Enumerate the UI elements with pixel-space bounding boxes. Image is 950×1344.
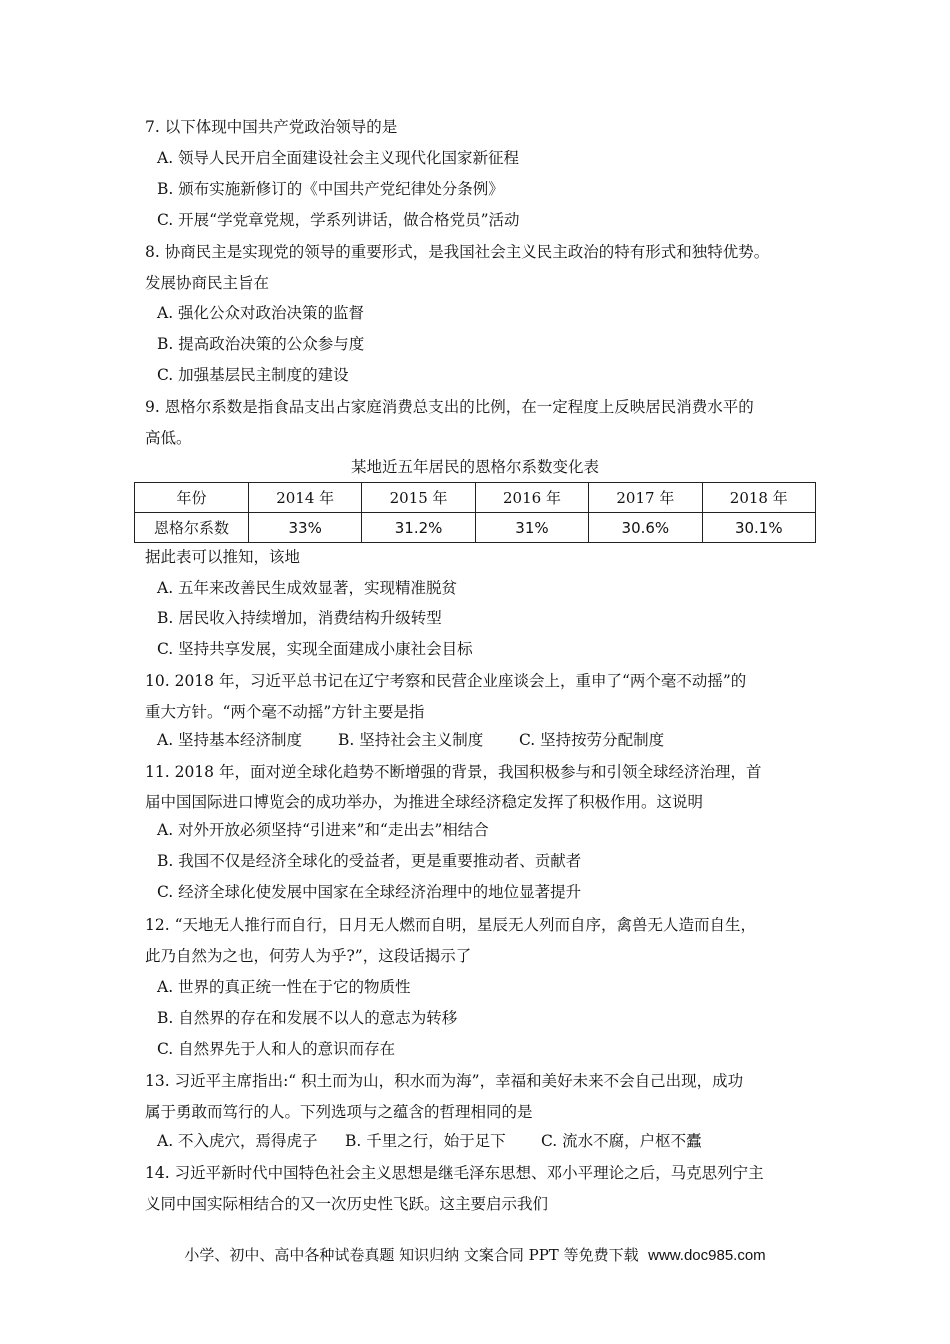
q9-stem-line2: 高低。 [145, 429, 192, 447]
q12-stem-line2: 此乃自然为之也，何劳人为乎?”，这段话揭示了 [145, 947, 472, 965]
q12-option-a: A. 世界的真正统一性在于它的物质性 [157, 978, 411, 996]
q12-option-c: C. 自然界先于人和人的意识而存在 [157, 1040, 396, 1058]
q10-stem-line1: 10. 2018 年，习近平总书记在辽宁考察和民营企业座谈会上，重申了“两个毫不动摇”的 [145, 672, 747, 690]
q9-option-b: B. 居民收入持续增加，消费结构升级转型 [157, 609, 442, 627]
q13-option-a: A. 不入虎穴，焉得虎子 [157, 1132, 318, 1150]
table-title: 某地近五年居民的恩格尔系数变化表 [350, 458, 599, 476]
q13-stem-line2: 属于勇敢而笃行的人。下列选项与之蕴含的哲理相同的是 [145, 1103, 533, 1121]
q8-stem-line1: 8. 协商民主是实现党的领导的重要形式，是我国社会主义民主政治的特有形式和独特优势。 [145, 243, 770, 261]
q11-option-a: A. 对外开放必须坚持“引进来”和“走出去”相结合 [157, 821, 489, 839]
footer-link[interactable]: www.doc985.com [648, 1247, 766, 1264]
table-value-cell: 31.2% [362, 513, 475, 543]
q8-option-c: C. 加强基层民主制度的建设 [157, 366, 349, 384]
q7-option-c: C. 开展“学党章党规，学系列讲话，做合格党员”活动 [157, 211, 520, 229]
table-row-values [135, 513, 816, 543]
q8-stem-line2: 发展协商民主旨在 [145, 274, 270, 292]
engel-table [134, 482, 816, 543]
table-year-cell: 2017 年 [589, 483, 702, 513]
table-value-cell: 30.6% [589, 513, 702, 543]
q7-option-b: B. 颁布实施新修订的《中国共产党纪律处分条例》 [157, 180, 504, 198]
q13-stem-line1: 13. 习近平主席指出:“ 积土而为山，积水而为海”，幸福和美好未来不会自己出现，成功 [145, 1072, 744, 1090]
q8-option-b: B. 提高政治决策的公众参与度 [157, 335, 365, 353]
page-footer [0, 1244, 950, 1265]
q11-stem-line2: 届中国国际进口博览会的成功举办，为推进全球经济稳定发挥了积极作用。这说明 [145, 793, 704, 811]
q10-option-b: B. 坚持社会主义制度 [338, 731, 484, 749]
q13-option-b: B. 千里之行，始于足下 [345, 1132, 506, 1150]
q11-stem-line1: 11. 2018 年，面对逆全球化趋势不断增强的背景，我国积极参与和引领全球经济治理，首 [145, 763, 762, 781]
table-header-label: 年份 [135, 483, 249, 513]
q10-option-c: C. 坚持按劳分配制度 [519, 731, 665, 749]
table-row-label: 恩格尔系数 [135, 513, 249, 543]
q11-option-c: C. 经济全球化使发展中国家在全球经济治理中的地位显著提升 [157, 883, 582, 901]
q12-stem-line1: 12. “天地无人推行而自行，日月无人燃而自明，星辰无人列而自序，禽兽无人造而自生， [145, 916, 757, 934]
q7-stem: 7. 以下体现中国共产党政治领导的是 [145, 118, 398, 136]
table-year-cell: 2016 年 [475, 483, 588, 513]
table-value-cell: 33% [249, 513, 362, 543]
q10-option-a: A. 坚持基本经济制度 [157, 731, 303, 749]
table-year-cell: 2018 年 [702, 483, 815, 513]
q10-stem-line2: 重大方针。“两个毫不动摇”方针主要是指 [145, 703, 425, 721]
table-row-years [135, 483, 816, 513]
table-year-cell: 2014 年 [249, 483, 362, 513]
q14-stem-line1: 14. 习近平新时代中国特色社会主义思想是继毛泽东思想、邓小平理论之后，马克思列宁主 [145, 1164, 764, 1182]
q9-stem-line1: 9. 恩格尔系数是指食品支出占家庭消费总支出的比例，在一定程度上反映居民消费水平的 [145, 398, 754, 416]
table-value-cell: 30.1% [702, 513, 815, 543]
q14-stem-line2: 义同中国实际相结合的又一次历史性飞跃。这主要启示我们 [145, 1195, 549, 1213]
q9-option-a: A. 五年来改善民生成效显著，实现精准脱贫 [157, 579, 458, 597]
q12-option-b: B. 自然界的存在和发展不以人的意志为转移 [157, 1009, 458, 1027]
q7-option-a: A. 领导人民开启全面建设社会主义现代化国家新征程 [157, 149, 520, 167]
table-year-cell: 2015 年 [362, 483, 475, 513]
footer-text: 小学、初中、高中各种试卷真题 知识归纳 文案合同 PPT 等免费下载 [184, 1246, 639, 1264]
q10-options [157, 730, 664, 750]
q13-options [157, 1131, 702, 1151]
q8-option-a: A. 强化公众对政治决策的监督 [157, 304, 365, 322]
table-value-cell: 31% [475, 513, 588, 543]
q9-option-c: C. 坚持共享发展，实现全面建成小康社会目标 [157, 640, 473, 658]
q11-option-b: B. 我国不仅是经济全球化的受益者，更是重要推动者、贡献者 [157, 852, 582, 870]
q13-option-c: C. 流水不腐，户枢不蠹 [541, 1132, 702, 1150]
q9-after-table: 据此表可以推知，该地 [145, 548, 301, 566]
